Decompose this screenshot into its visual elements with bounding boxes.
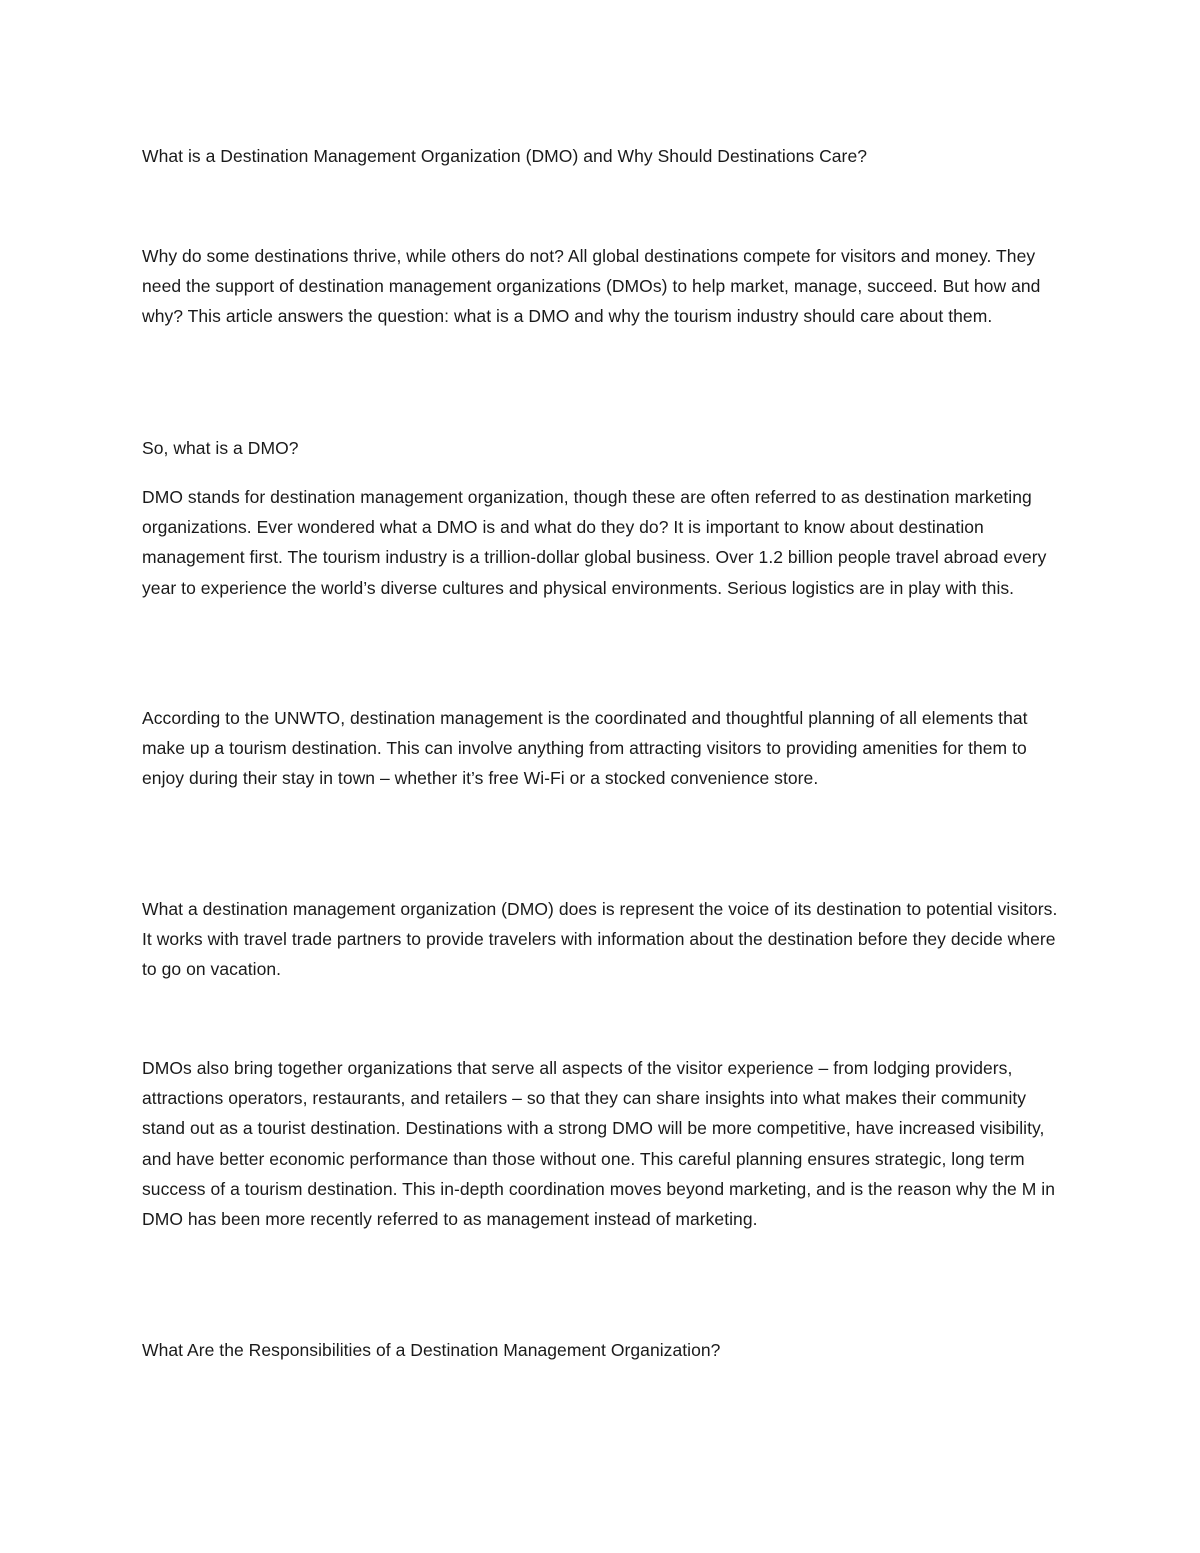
document-title: What is a Destination Management Organization (DMO) and Why Should Destinations Care? (142, 146, 868, 166)
paragraph-unwto: According to the UNWTO, destination management is the coordinated and thoughtful planning of all elements that make up a tourism destination. This can involve anything from attracting visitors to providing amenities for them to enjoy during their stay in town – whether it’s free Wi-Fi or a stocked convenience store. (142, 708, 1028, 789)
section-heading-what-is-dmo: So, what is a DMO? (142, 438, 299, 458)
paragraph-dmo-definition: DMO stands for destination management organization, though these are often referred to as destination marketing organizations. Ever wondered what a DMO is and what do they do? It is important to know about destination management first. The tourism industry is a trillion-dollar global business. Over 1.2 billion people travel abroad every year to experience the world’s diverse cultures and physical environments. Serious logistics are in play with this. (142, 487, 1047, 598)
paragraph-dmo-role: What a destination management organization (DMO) does is represent the voice of its destination to potential visitors. It works with travel trade partners to provide travelers with information about the destination before they decide where to go on vacation. (142, 899, 1058, 980)
paragraph-dmo-collaboration: DMOs also bring together organizations that serve all aspects of the visitor experience – from lodging providers, attractions operators, restaurants, and retailers – so that they can share insights into what makes their community stand out as a tourist destination. Destinations with a strong DMO will be more competitive, have increased visibility, and have better economic performance than those without one. This careful planning ensures strategic, long term success of a tourism destination. This in-depth coordination moves beyond marketing, and is the reason why the M in DMO has been more recently referred to as management instead of marketing. (142, 1058, 1055, 1230)
section-heading-responsibilities: What Are the Responsibilities of a Destination Management Organization? (142, 1340, 721, 1360)
intro-paragraph: Why do some destinations thrive, while others do not? All global destinations compete for visitors and money. They need the support of destination management organizations (DMOs) to help market, manage, succeed. But how and why? This article answers the question: what is a DMO and why the tourism industry should care about them. (142, 246, 1041, 327)
